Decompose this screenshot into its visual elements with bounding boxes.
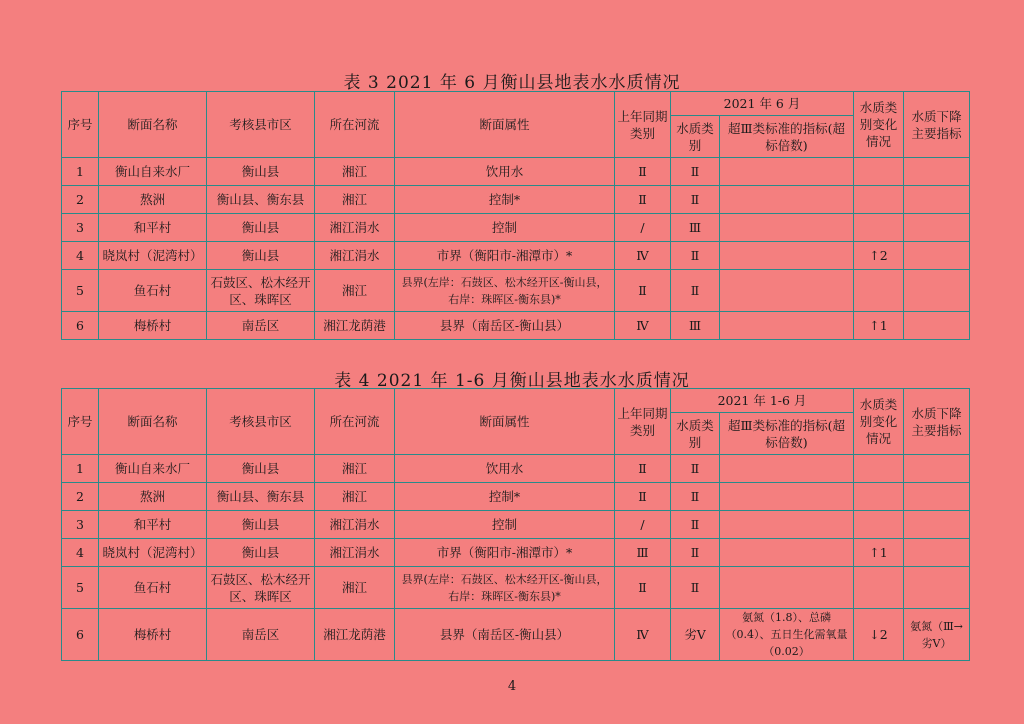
cell-last: Ⅱ — [615, 270, 671, 312]
cell-name: 晓岚村（泥湾村） — [99, 242, 207, 270]
cell-last: Ⅳ — [615, 609, 671, 661]
cell-exceed — [720, 312, 854, 340]
cell-last: Ⅳ — [615, 242, 671, 270]
header-name: 断面名称 — [99, 92, 207, 158]
cell-name: 鱼石村 — [99, 270, 207, 312]
cell-river: 湘江涓水 — [315, 214, 395, 242]
table3 — [61, 91, 970, 340]
cell-exceed — [720, 567, 854, 609]
cell-exceed — [720, 242, 854, 270]
cell-main — [904, 270, 970, 312]
cell-main — [904, 214, 970, 242]
cell-exceed — [720, 483, 854, 511]
cell-name: 衡山自来水厂 — [99, 455, 207, 483]
cell-name: 鱼石村 — [99, 567, 207, 609]
cell-county: 衡山县 — [207, 511, 315, 539]
table-row — [62, 242, 970, 270]
cell-main — [904, 483, 970, 511]
cell-cls: Ⅱ — [671, 270, 720, 312]
table4 — [61, 388, 970, 661]
cell-main — [904, 312, 970, 340]
cell-exceed — [720, 511, 854, 539]
cell-change: ↑1 — [854, 539, 904, 567]
cell-county: 南岳区 — [207, 312, 315, 340]
cell-change — [854, 158, 904, 186]
cell-county: 衡山县 — [207, 214, 315, 242]
table-row — [62, 511, 970, 539]
cell-river: 湘江龙荫港 — [315, 609, 395, 661]
header-no: 序号 — [62, 92, 99, 158]
cell-no: 1 — [62, 158, 99, 186]
cell-change — [854, 270, 904, 312]
cell-no: 5 — [62, 270, 99, 312]
header-name: 断面名称 — [99, 389, 207, 455]
cell-name: 梅桥村 — [99, 312, 207, 340]
cell-name: 熬洲 — [99, 483, 207, 511]
cell-name: 和平村 — [99, 214, 207, 242]
cell-change — [854, 214, 904, 242]
table4-caption: 表 4 2021 年 1-6 月衡山县地表水水质情况 — [334, 371, 690, 391]
cell-exceed — [720, 455, 854, 483]
cell-no: 1 — [62, 455, 99, 483]
table3-caption: 表 3 2021 年 6 月衡山县地表水水质情况 — [343, 73, 681, 93]
cell-change — [854, 455, 904, 483]
cell-name: 和平村 — [99, 511, 207, 539]
table-row — [62, 539, 970, 567]
cell-county: 衡山县、衡东县 — [207, 186, 315, 214]
cell-cls: Ⅱ — [671, 539, 720, 567]
cell-no: 6 — [62, 312, 99, 340]
cell-last: Ⅲ — [615, 539, 671, 567]
header-river: 所在河流 — [315, 389, 395, 455]
header-change: 水质类别变化情况 — [854, 92, 904, 158]
table-row — [62, 567, 970, 609]
cell-main — [904, 242, 970, 270]
cell-cls: Ⅲ — [671, 312, 720, 340]
table-row — [62, 158, 970, 186]
cell-main — [904, 539, 970, 567]
table4-body — [62, 455, 970, 661]
header-main: 水质下降主要指标 — [904, 389, 970, 455]
cell-cls: Ⅱ — [671, 511, 720, 539]
cell-county: 衡山县 — [207, 242, 315, 270]
cell-exceed — [720, 214, 854, 242]
cell-attr: 县界(左岸：石鼓区、松木经开区-衡山县，右岸：珠晖区-衡东县)* — [395, 567, 615, 609]
cell-last: Ⅱ — [615, 483, 671, 511]
table-row — [62, 312, 970, 340]
cell-river: 湘江涓水 — [315, 242, 395, 270]
cell-change — [854, 186, 904, 214]
cell-no: 2 — [62, 186, 99, 214]
header-period: 2021 年 1-6 月 — [671, 389, 854, 413]
cell-last: Ⅱ — [615, 186, 671, 214]
header-main: 水质下降主要指标 — [904, 92, 970, 158]
cell-change — [854, 483, 904, 511]
header-exceed: 超Ⅲ类标准的指标(超标倍数) — [720, 116, 854, 158]
cell-last: / — [615, 214, 671, 242]
cell-river: 湘江龙荫港 — [315, 312, 395, 340]
cell-attr: 控制* — [395, 186, 615, 214]
cell-cls: Ⅲ — [671, 214, 720, 242]
cell-no: 2 — [62, 483, 99, 511]
cell-no: 5 — [62, 567, 99, 609]
table-row — [62, 483, 970, 511]
cell-attr: 饮用水 — [395, 455, 615, 483]
cell-cls: Ⅱ — [671, 158, 720, 186]
cell-county: 南岳区 — [207, 609, 315, 661]
cell-county: 衡山县 — [207, 539, 315, 567]
cell-river: 湘江涓水 — [315, 539, 395, 567]
cell-main — [904, 186, 970, 214]
cell-main — [904, 455, 970, 483]
cell-attr: 控制 — [395, 214, 615, 242]
cell-change — [854, 567, 904, 609]
cell-no: 3 — [62, 511, 99, 539]
cell-exceed — [720, 539, 854, 567]
header-attr: 断面属性 — [395, 389, 615, 455]
cell-name: 熬洲 — [99, 186, 207, 214]
cell-river: 湘江 — [315, 270, 395, 312]
header-exceed: 超Ⅲ类标准的指标(超标倍数) — [720, 413, 854, 455]
header-county: 考核县市区 — [207, 389, 315, 455]
cell-cls: Ⅱ — [671, 186, 720, 214]
cell-river: 湘江 — [315, 455, 395, 483]
cell-change: ↑2 — [854, 242, 904, 270]
cell-exceed — [720, 158, 854, 186]
cell-last: / — [615, 511, 671, 539]
table-row — [62, 214, 970, 242]
cell-change: ↓2 — [854, 609, 904, 661]
cell-last: Ⅱ — [615, 567, 671, 609]
cell-cls: 劣Ⅴ — [671, 609, 720, 661]
cell-main: 氨氮（Ⅲ→劣Ⅴ） — [904, 609, 970, 661]
cell-change — [854, 511, 904, 539]
header-attr: 断面属性 — [395, 92, 615, 158]
header-change: 水质类别变化情况 — [854, 389, 904, 455]
header-last: 上年同期类别 — [615, 92, 671, 158]
cell-county: 衡山县 — [207, 455, 315, 483]
cell-cls: Ⅱ — [671, 483, 720, 511]
cell-attr: 市界（衡阳市-湘潭市）* — [395, 539, 615, 567]
table3-body — [62, 158, 970, 340]
table-row — [62, 455, 970, 483]
cell-last: Ⅱ — [615, 158, 671, 186]
cell-no: 6 — [62, 609, 99, 661]
header-cls: 水质类别 — [671, 116, 720, 158]
cell-name: 晓岚村（泥湾村） — [99, 539, 207, 567]
cell-county: 石鼓区、松木经开区、珠晖区 — [207, 567, 315, 609]
cell-county: 衡山县 — [207, 158, 315, 186]
header-last: 上年同期类别 — [615, 389, 671, 455]
cell-cls: Ⅱ — [671, 567, 720, 609]
cell-river: 湘江 — [315, 483, 395, 511]
cell-attr: 市界（衡阳市-湘潭市）* — [395, 242, 615, 270]
table-row — [62, 270, 970, 312]
cell-exceed — [720, 270, 854, 312]
cell-exceed: 氨氮（1.8）、总磷（0.4）、五日生化需氧量（0.02） — [720, 609, 854, 661]
header-period: 2021 年 6 月 — [671, 92, 854, 116]
header-county: 考核县市区 — [207, 92, 315, 158]
cell-main — [904, 511, 970, 539]
cell-change: ↑1 — [854, 312, 904, 340]
cell-no: 3 — [62, 214, 99, 242]
cell-main — [904, 567, 970, 609]
header-river: 所在河流 — [315, 92, 395, 158]
page-number: 4 — [507, 679, 517, 694]
header-cls: 水质类别 — [671, 413, 720, 455]
cell-attr: 县界（南岳区-衡山县） — [395, 609, 615, 661]
cell-river: 湘江 — [315, 567, 395, 609]
cell-exceed — [720, 186, 854, 214]
table-row — [62, 609, 970, 661]
cell-river: 湘江涓水 — [315, 511, 395, 539]
cell-attr: 控制* — [395, 483, 615, 511]
cell-last: Ⅱ — [615, 455, 671, 483]
cell-last: Ⅳ — [615, 312, 671, 340]
cell-river: 湘江 — [315, 158, 395, 186]
cell-main — [904, 158, 970, 186]
cell-attr: 县界(左岸：石鼓区、松木经开区-衡山县，右岸：珠晖区-衡东县)* — [395, 270, 615, 312]
cell-attr: 饮用水 — [395, 158, 615, 186]
cell-no: 4 — [62, 242, 99, 270]
cell-cls: Ⅱ — [671, 455, 720, 483]
cell-no: 4 — [62, 539, 99, 567]
cell-attr: 控制 — [395, 511, 615, 539]
cell-river: 湘江 — [315, 186, 395, 214]
table-row — [62, 186, 970, 214]
cell-cls: Ⅱ — [671, 242, 720, 270]
header-no: 序号 — [62, 389, 99, 455]
cell-county: 衡山县、衡东县 — [207, 483, 315, 511]
cell-name: 梅桥村 — [99, 609, 207, 661]
cell-county: 石鼓区、松木经开区、珠晖区 — [207, 270, 315, 312]
cell-attr: 县界（南岳区-衡山县） — [395, 312, 615, 340]
cell-name: 衡山自来水厂 — [99, 158, 207, 186]
